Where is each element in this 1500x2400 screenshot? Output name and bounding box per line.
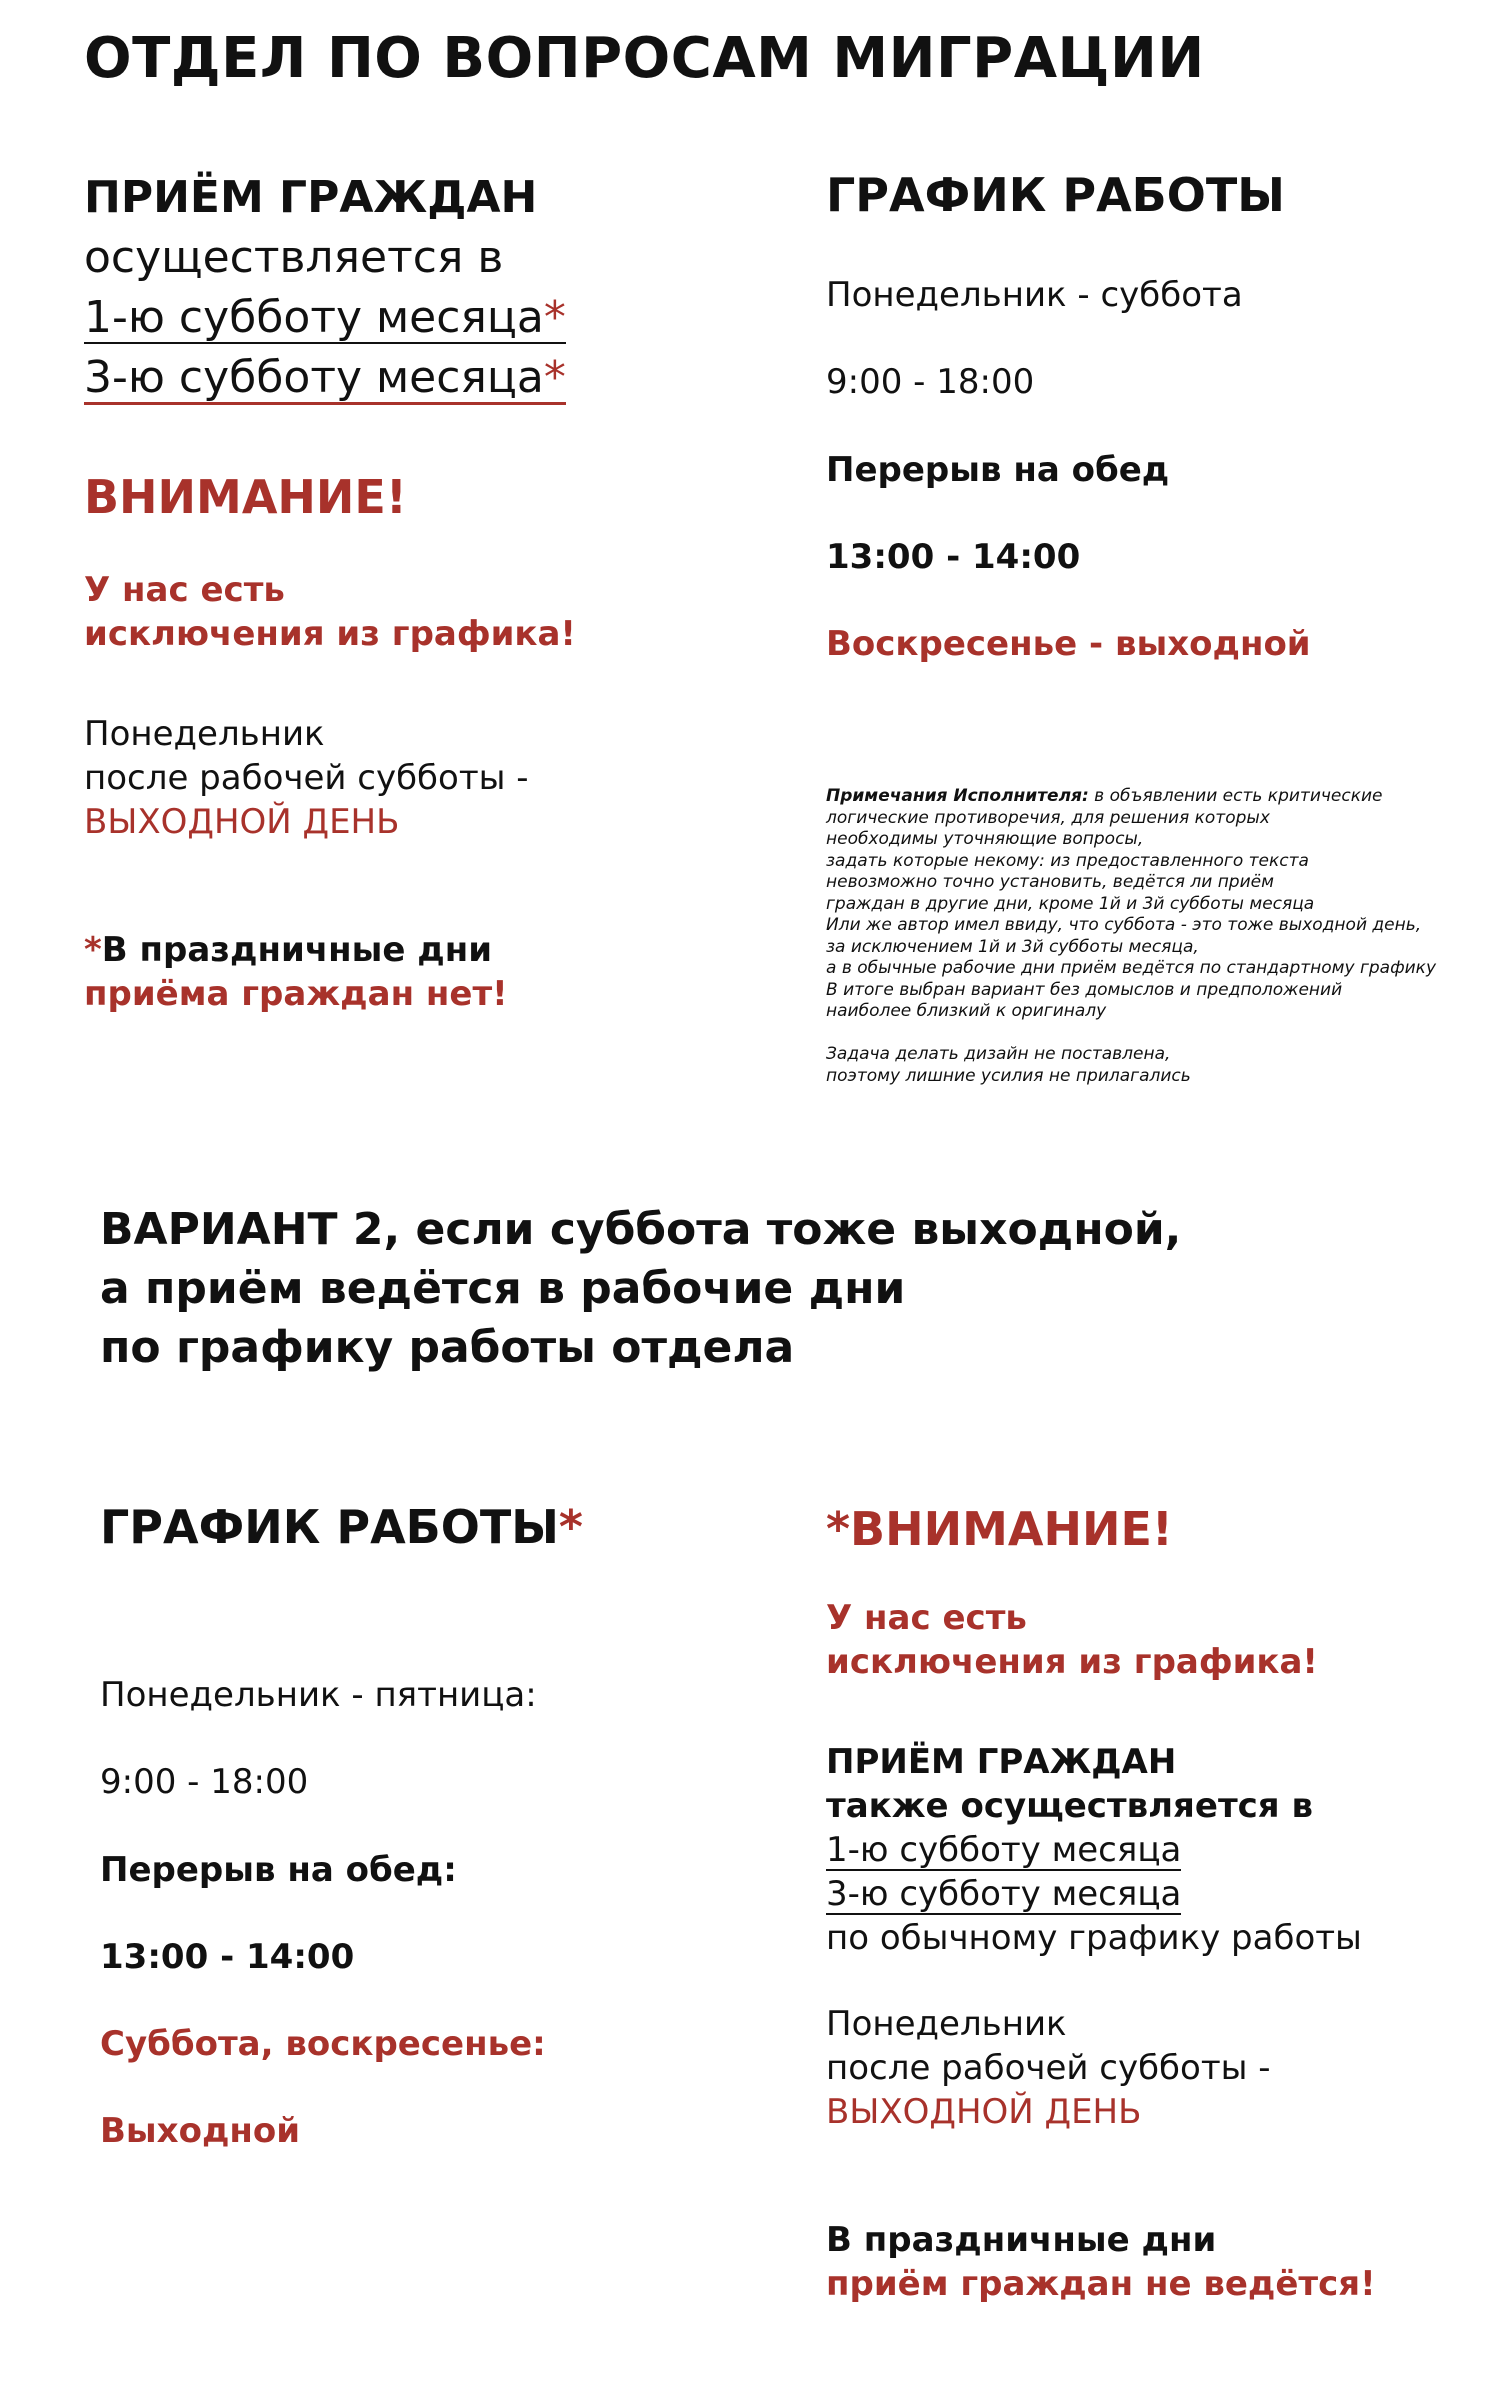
- asterisk-mark: *: [558, 1500, 583, 1554]
- exceptions2-note: [826, 1596, 1318, 1684]
- break2-label: Перерыв на обед:: [100, 1850, 457, 1890]
- reception-third-saturday: 3-ю субботу месяца*: [84, 352, 566, 403]
- day-off-label: ВЫХОДНОЙ ДЕНЬ: [826, 2092, 1142, 2132]
- attention-heading: ВНИМАНИЕ!: [84, 470, 407, 524]
- monday2-day-off-note: [826, 2002, 1271, 2134]
- holidays-line: В праздничные дни: [826, 2220, 1217, 2260]
- variant2-heading-line: ВАРИАНТ 2, если суббота тоже выходной,: [100, 1204, 1182, 1255]
- notes-line: а в обычные рабочие дни приём ведётся по стандартному графику: [826, 958, 1436, 978]
- reception2-third-saturday: 3-ю субботу месяца: [826, 1874, 1182, 1914]
- exceptions-line: исключения из графика!: [84, 614, 576, 654]
- variant2-heading-line: а приём ведётся в рабочие дни: [100, 1263, 906, 1314]
- reception2-first-saturday: 1-ю субботу месяца: [826, 1830, 1182, 1870]
- schedule2-hours: 9:00 - 18:00: [100, 1762, 309, 1802]
- weekend-off: Выходной: [100, 2111, 301, 2151]
- reception-intro: осуществляется в: [84, 232, 504, 283]
- holidays-note: [84, 928, 508, 1016]
- break-label: Перерыв на обед: [826, 450, 1170, 490]
- notes-line: Задача делать дизайн не поставлена,: [826, 1044, 1171, 1064]
- notes-line: логические противоречия, для решения которых: [826, 807, 1270, 828]
- day-off-label: ВЫХОДНОЙ ДЕНЬ: [84, 802, 400, 842]
- reception-heading: ПРИЁМ ГРАЖДАН: [84, 172, 538, 223]
- notes-line: граждан в другие дни, кроме 1й и 3й субботы месяца: [826, 893, 1315, 914]
- variant2-heading-line: по графику работы отдела: [100, 1322, 795, 1373]
- reception2-heading: ПРИЁМ ГРАЖДАН: [826, 1742, 1177, 1782]
- notes-line: поэтому лишние усилия не прилагались: [826, 1065, 1191, 1086]
- holidays-line: приёма граждан нет!: [84, 974, 508, 1014]
- notes-line: необходимы уточняющие вопросы,: [826, 829, 1144, 849]
- exceptions-line: исключения из графика!: [826, 1642, 1318, 1682]
- schedule2-days: Понедельник - пятница:: [100, 1675, 537, 1715]
- sunday-off: Воскресенье - выходной: [826, 624, 1311, 664]
- notes-line: в объявлении есть критические: [1088, 786, 1383, 806]
- reception-info: [84, 168, 566, 408]
- asterisk-mark: *: [543, 352, 566, 403]
- holidays-line: В праздничные дни: [101, 930, 493, 970]
- page-title: ОТДЕЛ ПО ВОПРОСАМ МИГРАЦИИ: [84, 26, 1205, 91]
- notes-title: Примечания Исполнителя:: [826, 786, 1089, 806]
- notes-spacer: [826, 1023, 1466, 1045]
- weekend-label: Суббота, воскресенье:: [100, 2024, 546, 2064]
- notes-line: невозможно точно установить, ведётся ли приём: [826, 872, 1274, 892]
- notes-line: задать которые некому: из предоставленного текста: [826, 850, 1309, 871]
- break-hours: 13:00 - 14:00: [826, 537, 1081, 577]
- monday-day-off-note: [84, 712, 529, 844]
- attention2-heading: *ВНИМАНИЕ!: [826, 1502, 1173, 1556]
- executor-notes: [826, 786, 1466, 1087]
- exceptions-note: [84, 568, 576, 656]
- schedule2-title: ГРАФИК РАБОТЫ*: [100, 1500, 583, 1554]
- notes-line: Или же автор имел ввиду, что суббота - это тоже выходной день,: [826, 915, 1422, 935]
- schedule-days: Понедельник - суббота: [826, 275, 1243, 315]
- reception2-intro: также осуществляется в: [826, 1786, 1313, 1826]
- schedule-title: ГРАФИК РАБОТЫ: [826, 168, 1285, 222]
- asterisk-mark: *: [84, 930, 102, 970]
- schedule-hours: 9:00 - 18:00: [826, 362, 1035, 402]
- exceptions-line: У нас есть: [826, 1598, 1027, 1638]
- holidays2-note: [826, 2218, 1376, 2306]
- monday-line: после рабочей субботы -: [826, 2048, 1271, 2088]
- monday-line: Понедельник: [826, 2004, 1067, 2044]
- notes-line: В итоге выбран вариант без домыслов и предположений: [826, 979, 1343, 1000]
- notes-line: наиболее близкий к оригиналу: [826, 1001, 1107, 1021]
- monday-line: после рабочей субботы -: [84, 758, 529, 798]
- exceptions-line: У нас есть: [84, 570, 285, 610]
- variant2-heading: [100, 1200, 1181, 1377]
- break2-hours: 13:00 - 14:00: [100, 1937, 355, 1977]
- asterisk-mark: *: [543, 292, 566, 343]
- holidays-line: приём граждан не ведётся!: [826, 2264, 1376, 2304]
- monday-line: Понедельник: [84, 714, 325, 754]
- reception2-note: по обычному графику работы: [826, 1918, 1362, 1958]
- reception-first-saturday: 1-ю субботу месяца*: [84, 292, 566, 343]
- notes-line: за исключением 1й и 3й субботы месяца,: [826, 936, 1199, 957]
- reception2-info: [826, 1740, 1362, 1960]
